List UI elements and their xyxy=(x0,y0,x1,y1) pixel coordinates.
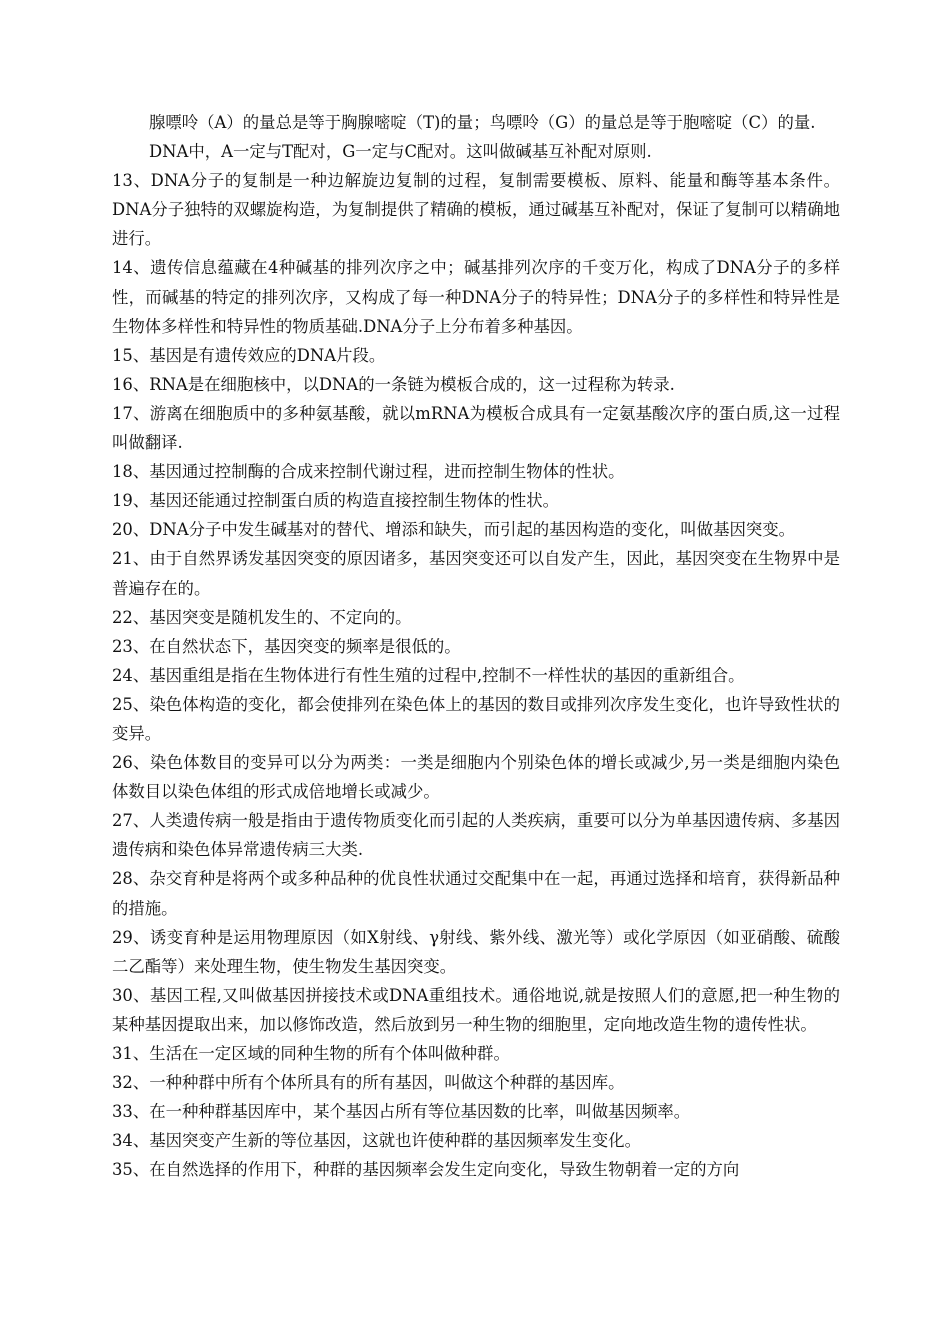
paragraph-item-32: 32、一种种群中所有个体所具有的所有基因，叫做这个种群的基因库。 xyxy=(112,1073,625,1093)
paragraph-item-13: 13、DNA分子的复制是一种边解旋边复制的过程，复制需要模板、原料、能量和酶等基本条件。DNA分子独特的双螺旋构造，为复制提供了精确的模板，通过碱基互补配对，保证了复制可以精确地进行。 xyxy=(112,171,840,249)
paragraph: DNA中，A一定与T配对，G一定与C配对。这叫做碱基互补配对原则. xyxy=(149,142,652,162)
paragraph-item-28: 28、杂交育种是将两个或多种品种的优良性状通过交配集中在一起，再通过选择和培育，获得新品种的措施。 xyxy=(112,869,840,918)
paragraph-item-25: 25、染色体构造的变化，都会使排列在染色体上的基因的数目或排列次序发生变化，也许导致性状的变异。 xyxy=(112,694,840,743)
paragraph-item-26: 26、染色体数目的变异可以分为两类：一类是细胞内个别染色体的增长或减少,另一类是细胞内染色体数目以染色体组的形式成倍地增长或减少。 xyxy=(112,753,840,802)
paragraph-item-33: 33、在一种种群基因库中，某个基因占所有等位基因数的比率，叫做基因频率。 xyxy=(112,1102,691,1122)
paragraph-item-18: 18、基因通过控制酶的合成来控制代谢过程，进而控制生物体的性状。 xyxy=(112,462,625,482)
paragraph-item-20: 20、DNA分子中发生碱基对的替代、增添和缺失，而引起的基因构造的变化，叫做基因突变。 xyxy=(112,520,796,540)
paragraph-item-21: 21、由于自然界诱发基因突变的原因诸多，基因突变还可以自发产生，因此，基因突变在生物界中是普遍存在的。 xyxy=(112,549,840,598)
paragraph-item-17: 17、游离在细胞质中的多种氨基酸，就以mRNA为模板合成具有一定氨基酸次序的蛋白质,这一过程叫做翻译. xyxy=(112,403,840,453)
paragraph-item-16: 16、RNA是在细胞核中，以DNA的一条链为模板合成的，这一过程称为转录. xyxy=(112,374,675,394)
paragraph-item-27: 27、人类遗传病一般是指由于遗传物质变化而引起的人类疾病，重要可以分为单基因遗传病、多基因遗传病和染色体异常遗传病三大类. xyxy=(112,811,840,860)
paragraph-item-24: 24、基因重组是指在生物体进行有性生殖的过程中,控制不一样性状的基因的重新组合。 xyxy=(112,665,745,685)
paragraph-item-23: 23、在自然状态下，基因突变的频率是很低的。 xyxy=(112,636,461,656)
document-page xyxy=(112,108,840,1184)
paragraph-item-31: 31、生活在一定区域的同种生物的所有个体叫做种群。 xyxy=(112,1044,510,1063)
paragraph-item-30: 30、基因工程,又叫做基因拼接技术或DNA重组技术。通俗地说,就是按照人们的意愿,把一种生物的某种基因提取出来，加以修饰改造，然后放到另一种生物的细胞里，定向地改造生物的遗传性状。 xyxy=(112,985,840,1034)
paragraph: 腺嘌呤（A）的量总是等于胸腺嘧啶（T)的量；鸟嘌呤（G）的量总是等于胞嘧啶（C）的量. xyxy=(149,113,816,132)
paragraph-item-15: 15、基因是有遗传效应的DNA片段。 xyxy=(112,345,386,365)
paragraph-item-34: 34、基因突变产生新的等位基因，这就也许使种群的基因频率发生变化。 xyxy=(112,1131,641,1151)
paragraph-item-35: 35、在自然选择的作用下，种群的基因频率会发生定向变化，导致生物朝着一定的方向 xyxy=(112,1160,740,1180)
paragraph-item-29: 29、诱变育种是运用物理原因（如X射线、γ射线、紫外线、激光等）或化学原因（如亚硝酸、硫酸二乙酯等）来处理生物，使生物发生基因突变。 xyxy=(112,927,840,976)
paragraph-item-22: 22、基因突变是随机发生的、不定向的。 xyxy=(112,607,412,627)
paragraph-item-14: 14、遗传信息蕴藏在4种碱基的排列次序之中；碱基排列次序的千变万化，构成了DNA分子的多样性，而碱基的特定的排列次序，又构成了每一种DNA分子的特异性；DNA分子的多样性和特异性是生物体多样性和特异性的物质基础.DNA分子上分布着多种基因。 xyxy=(112,258,840,336)
paragraph-item-19: 19、基因还能通过控制蛋白质的构造直接控制生物体的性状。 xyxy=(112,491,560,511)
